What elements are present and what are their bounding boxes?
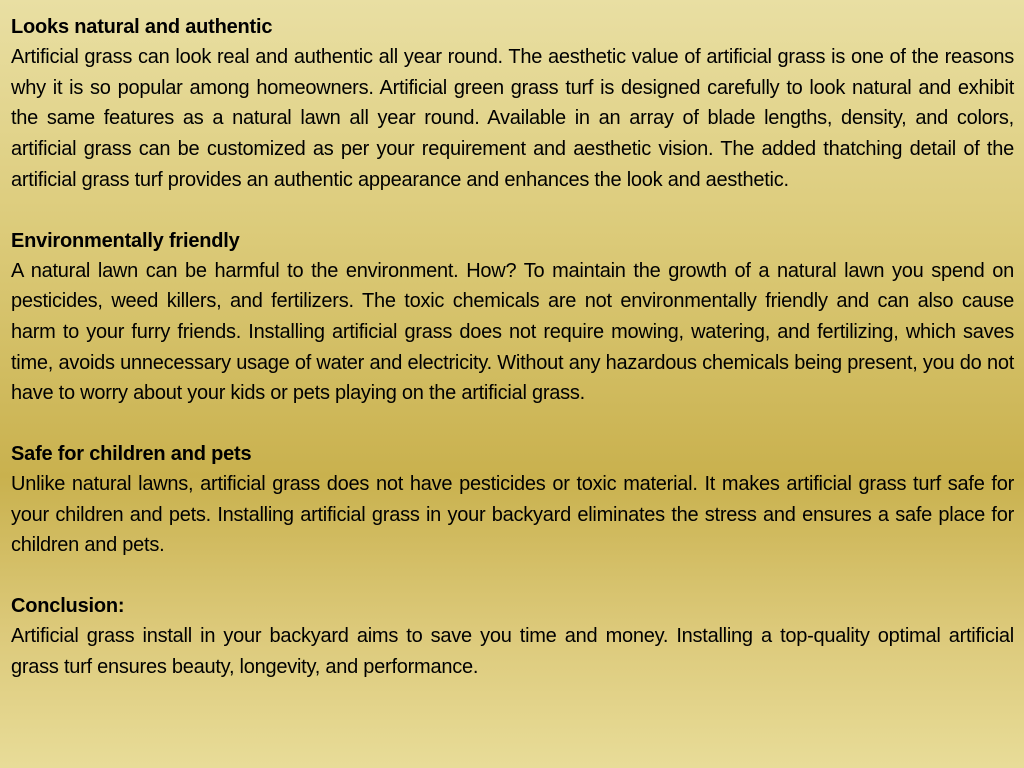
section-heading: Safe for children and pets — [11, 443, 252, 466]
section-heading: Conclusion: — [11, 595, 125, 618]
section-body: A natural lawn can be harmful to the environment. How? To maintain the growth of a natural lawn you spend on pesticides, weed killers, and fertilizers. The toxic chemicals are not environmentally friendly and can also cause harm to your furry friends. Installing artificial grass does not require mowing, watering, and fertilizing, which saves time, avoids unnecessary usage of water and electricity. Without any hazardous chemicals being present, you do not have to worry about your kids or pets playing on the artificial grass. — [11, 259, 1014, 405]
section-heading: Looks natural and authentic — [11, 16, 273, 38]
section-conclusion — [11, 591, 1014, 682]
section-body: Artificial grass install in your backyard aims to save you time and money. Installing a top-quality optimal artificial grass turf ensures beauty, longevity, and performance. — [11, 625, 1014, 678]
section-natural-authentic — [11, 12, 1014, 196]
section-body: Artificial grass can look real and authentic all year round. The aesthetic value of artificial grass is one of the reasons why it is so popular among homeowners. Artificial green grass turf is designed carefully to look natural and exhibit the same features as a natural lawn all year round. Available in an array of blade lengths, density, and colors, artificial grass can be customized as per your requirement and aesthetic vision. The added thatching detail of the artificial grass turf provides an authentic appearance and enhances the look and aesthetic. — [11, 46, 1014, 191]
section-safe-children-pets — [11, 439, 1014, 561]
section-heading: Environmentally friendly — [11, 229, 240, 252]
section-environmentally-friendly — [11, 226, 1014, 410]
section-body: Unlike natural lawns, artificial grass does not have pesticides or toxic material. It makes artificial grass turf safe for your children and pets. Installing artificial grass in your backyard eliminates the stress and ensures a safe place for children and pets. — [11, 473, 1014, 557]
slide-content — [11, 12, 1014, 713]
